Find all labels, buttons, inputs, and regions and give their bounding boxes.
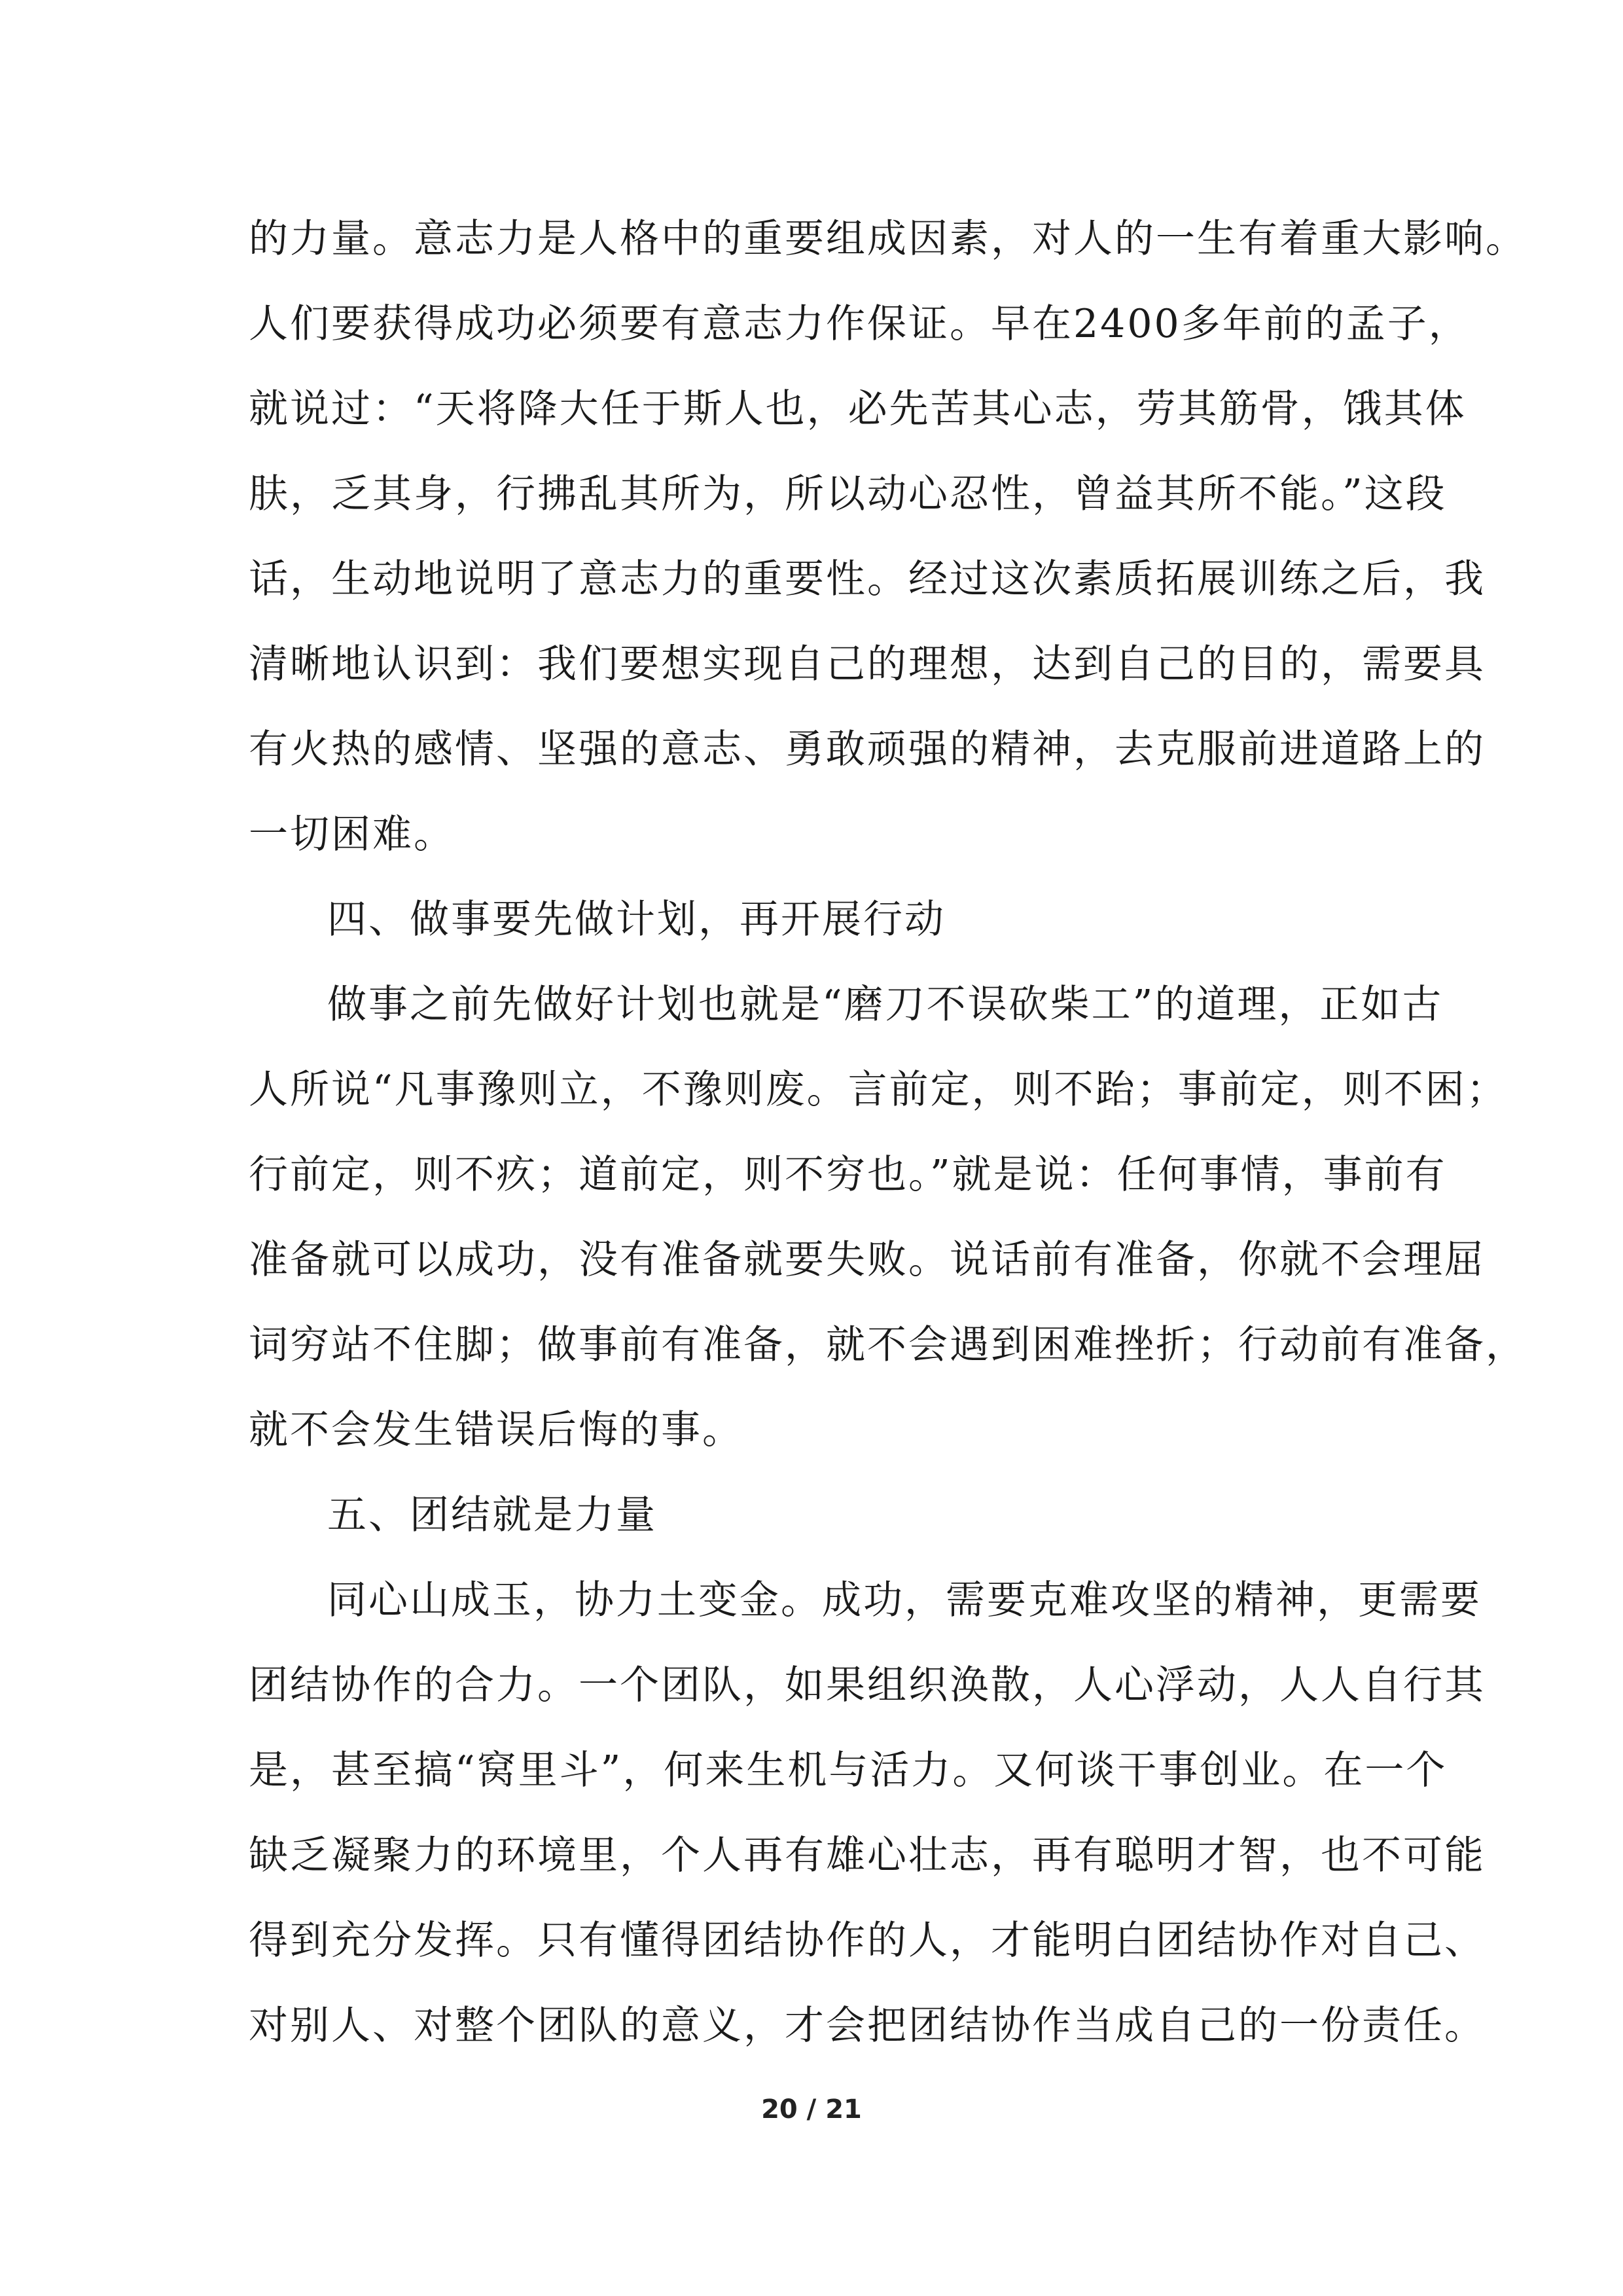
text-line: 话，生动地说明了意志力的重要性。经过这次素质拓展训练之后，我 (249, 556, 1486, 602)
text-line: 人所说“凡事豫则立，不豫则废。言前定，则不跆；事前定，则不困； (249, 1067, 1508, 1113)
section-heading: 四、做事要先做计划，再开展行动 (327, 897, 946, 942)
text-line: 团结协作的合力。一个团队，如果组织涣散，人心浮动，人人自行其 (249, 1662, 1486, 1708)
text-line: 有火热的感情、坚强的意志、勇敢顽强的精神，去克服前进道路上的 (249, 726, 1486, 772)
text-line: 就不会发生错误后悔的事。 (249, 1407, 743, 1453)
text-line: 同心山成玉，协力土变金。成功，需要克难攻坚的精神，更需要 (327, 1577, 1482, 1623)
text-line: 是，甚至搞“窝里斗”，何来生机与活力。又何谈干事创业。在一个 (249, 1748, 1448, 1793)
text-line: 缺乏凝聚力的环境里，个人再有雄心壮志，再有聪明才智，也不可能 (249, 1833, 1486, 1878)
text-line: 一切困难。 (249, 812, 455, 857)
text-line: 就说过：“天将降大任于斯人也，必先苦其心志，劳其筋骨，饿其体 (249, 386, 1467, 432)
text-line: 人们要获得成功必须要有意志力作保证。早在2400多年前的孟子， (249, 301, 1470, 347)
text-line: 清晰地认识到：我们要想实现自己的理想，达到自己的目的，需要具 (249, 641, 1486, 687)
document-body (249, 196, 1527, 2068)
text-line: 肤，乏其身，行拂乱其所为，所以动心忍性，曾益其所不能。”这段 (249, 471, 1447, 517)
text-line: 得到充分发挥。只有懂得团结协作的人，才能明白团结协作对自己、 (249, 1918, 1486, 1964)
text-line: 行前定，则不疚；道前定，则不穷也。”就是说：任何事情，事前有 (249, 1152, 1447, 1198)
section-heading: 五、团结就是力量 (327, 1492, 657, 1538)
text-line: 对别人、对整个团队的意义，才会把团结协作当成自己的一份责任。 (249, 2003, 1486, 2049)
text-line: 做事之前先做好计划也就是“磨刀不误砍柴工”的道理，正如古 (327, 982, 1444, 1028)
text-line: 词穷站不住脚；做事前有准备，就不会遇到困难挫折；行动前有准备， (249, 1322, 1527, 1368)
text-line: 的力量。意志力是人格中的重要组成因素，对人的一生有着重大影响。 (249, 216, 1527, 262)
page-number: 20 / 21 (761, 2094, 862, 2125)
text-line: 准备就可以成功，没有准备就要失败。说话前有准备，你就不会理屈 (249, 1237, 1486, 1283)
